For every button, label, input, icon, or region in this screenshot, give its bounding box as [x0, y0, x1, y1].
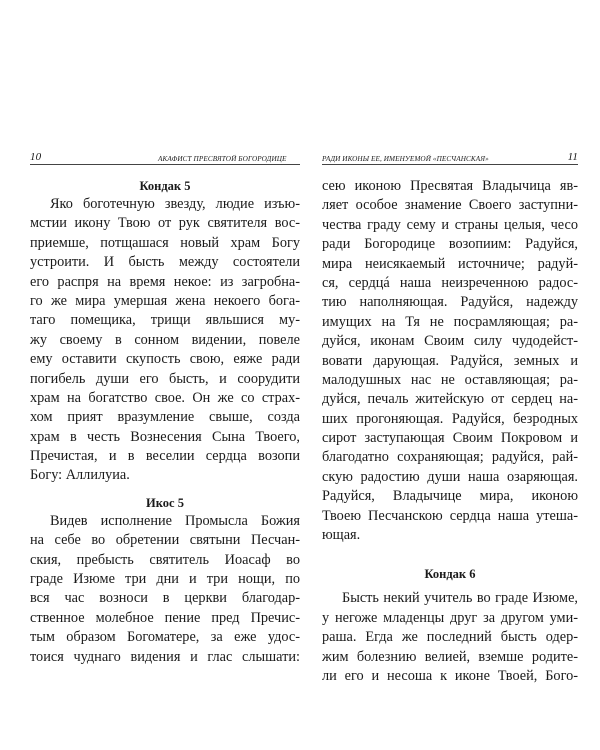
text-line: сею иконою Пресвятая Владычица яв-	[322, 178, 578, 194]
continuation-text	[322, 177, 578, 545]
page-number: 10	[30, 151, 42, 163]
text-line: жу своему в сонном видении, повеле	[30, 331, 300, 348]
text-line: хом прият вразумление свыше, созда	[30, 409, 300, 426]
text-line: благодатно сохраняющая; радуйся, рай-	[322, 449, 578, 466]
kondak-heading: Кондак 5	[139, 179, 191, 193]
ikos-text	[30, 512, 300, 667]
text-line: го же мира умершая жена некоего богa-	[30, 292, 300, 309]
text-line: вовати дарующая. Радуйся, земных и	[322, 352, 578, 369]
text-line: малодушных нас не оставляющая; ра-	[322, 371, 578, 388]
text-line: имущих на Тя не посрамляющая; ра-	[322, 313, 578, 330]
text-line: чества граду сему и страны целыя, чесо	[322, 216, 578, 233]
text-line: ственное молебное пение пред Пречис-	[30, 609, 300, 626]
right-page	[322, 152, 578, 686]
text-line: тию наполняющая. Радуйся, надежду	[322, 294, 578, 311]
text-line: дуйся, печаль житейскую от сердец на-	[322, 391, 578, 408]
text-line: у негоже младенцы друг за другом уми-	[322, 609, 578, 626]
text-line: ради Богородице возопиим: Радуйся,	[322, 236, 578, 253]
text-line: Бысть некий учитель во граде Изюме,	[342, 590, 578, 607]
text-line: ляет особое знамение Своего заступни-	[322, 197, 578, 214]
text-line: граде Изюме три дни и три нощи, по	[30, 571, 300, 588]
text-line: ския, пребысть святитель Иоасаф во	[30, 551, 300, 568]
running-title: РАДИ ИКОНЫ ЕЕ, ИМЕНУЕМОЙ «ПЕСЧАНСКАЯ»	[322, 155, 489, 163]
text-line: дуйся, иконам Своим силу чудодейст-	[322, 333, 578, 350]
text-line: вся час возноси в церкви благодар-	[30, 590, 300, 607]
text-line: его распря на время некое: из загробна-	[30, 273, 300, 290]
text-line: скую радостию души наша озаряющая.	[322, 468, 578, 485]
text-line: жим болезнию велией, вземше родите-	[322, 648, 578, 665]
kondak-text	[30, 195, 300, 486]
text-line: храм на богатство свое. Он же со страх-	[30, 389, 300, 406]
text-line: таго помещика, трищи явльшися му-	[30, 312, 300, 329]
text-line: Твоею Песчанскою сердца наша утеша-	[322, 507, 578, 524]
text-line: мстии икону Твою от рук святителя вос-	[30, 215, 300, 232]
text-line: тым образом Богоматере, за еже удос-	[30, 629, 300, 646]
text-line: мира неисякаемый источниче; радуй-	[322, 255, 578, 272]
text-line: храм в честь Вознесения Сына Твоего,	[30, 428, 300, 445]
text-line: Пречистая, и в веселии сердца возопи	[30, 448, 300, 465]
text-line: сирот заступающая Своим Покровом и	[322, 430, 578, 447]
text-line: раша. Егда же последний бысть одер-	[322, 629, 578, 646]
left-page	[30, 152, 300, 667]
text-line: Радуйся, Владычице мира, иконою	[322, 488, 578, 505]
kondak-heading: Кондак 6	[424, 567, 476, 582]
text-line: ших прогоняющая. Радуйся, безродных	[322, 410, 578, 427]
page-number: 11	[567, 151, 578, 163]
left-running-head	[30, 152, 300, 165]
ikos-heading: Икос 5	[146, 495, 184, 510]
text-line: ли его и несоша к иконе Твоей, Бого-	[322, 667, 578, 684]
text-line: Богу: Аллилуиа.	[30, 467, 130, 484]
running-title: АКАФИСТ ПРЕСВЯТОЙ БОГОРОДИЦЕ	[158, 155, 287, 163]
text-line: устроити. И бысть между состоятели	[30, 254, 300, 271]
text-line: Яко боготечную звезду, людие изъю-	[50, 196, 300, 212]
right-running-head	[322, 152, 578, 165]
text-line: погибель души его бысть, и соорудити	[30, 370, 300, 387]
text-line: тоися чуднаго видения и глас слышати:	[30, 648, 300, 665]
kondak-text	[322, 589, 578, 686]
text-line: приемше, потщашася новый храм Богу	[30, 234, 300, 251]
text-line: на себе во обретении святыни Песчан-	[30, 532, 300, 549]
text-line: ся, сердцá наша неизреченною радос-	[322, 274, 578, 291]
text-line: ему оставити скупость свою, еяже ради	[30, 351, 300, 368]
text-line: ющая.	[322, 527, 361, 544]
text-line: Видев исполнение Промысла Божия	[50, 512, 300, 529]
